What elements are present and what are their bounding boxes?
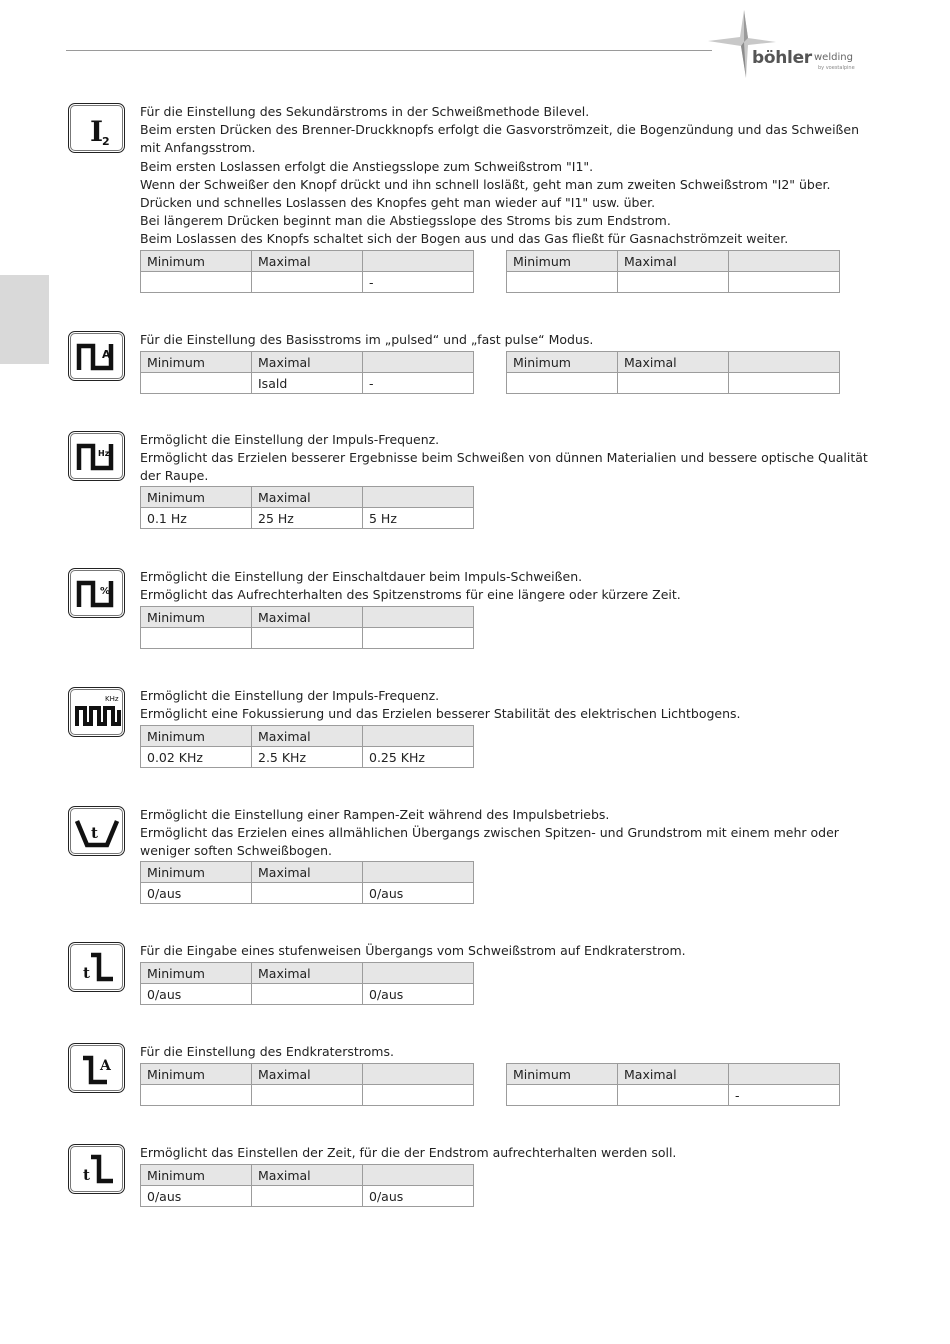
value-minimum: 0/aus [141,984,252,1005]
description-line: Ermöglicht die Einstellung der Impuls-Frequenz. [140,432,440,447]
value-maximal [618,272,729,293]
value-maximal: Isald [252,373,363,394]
side-tab-marker [0,275,49,364]
section-description [140,806,870,861]
header-maximal: Maximal [618,352,729,373]
description-line: Bei längerem Drücken beginnt man die Abstiegsslope des Stroms bis zum Endstrom. [140,213,671,229]
header-default [729,352,840,373]
parameter-table [140,606,474,649]
base-current-icon [68,331,125,381]
parameter-table [140,962,474,1005]
description-line: Ermöglicht die Einstellung der Einschaltdauer beim Impuls-Schweißen. [140,569,583,584]
description-line: Ermöglicht das Erzielen eines allmählichen Übergangs zwischen Spitzen- und Grundstrom mit einem mehr oder weniger soften Schweißbogen. [140,825,839,859]
parameter-table [140,250,474,293]
logo-tagline: by voestalpine [818,65,855,71]
pulse-duty-cycle-icon [68,568,125,618]
svg-text:2: 2 [102,135,110,148]
value-minimum [141,272,252,293]
pulse-ramp-time-icon [68,806,125,856]
value-minimum: 0/aus [141,1186,252,1207]
logo-star-icon [708,8,778,80]
header-maximal: Maximal [252,352,363,373]
svg-text:%: % [100,586,111,597]
section-description [140,1144,870,1162]
header-minimum: Minimum [141,607,252,628]
section-description [140,687,870,723]
parameter-table [140,725,474,768]
value-maximal [252,1186,363,1207]
header-default [363,862,474,883]
header-maximal: Maximal [252,251,363,272]
logo-brand-suffix: welding [814,52,853,63]
description-line: Ermöglicht das Aufrechterhalten des Spitzenstroms für eine längere oder kürzere Zeit. [140,587,681,603]
header-minimum: Minimum [141,1064,252,1085]
value-default: - [363,272,474,293]
parameter-table [140,861,474,904]
value-default: 0/aus [363,1186,474,1207]
value-default: - [363,373,474,394]
header-minimum: Minimum [141,726,252,747]
header-maximal: Maximal [252,963,363,984]
value-default [363,1085,474,1106]
description-line: Für die Eingabe eines stufenweisen Übergangs vom Schweißstrom auf Endkraterstrom. [140,943,686,958]
header-maximal: Maximal [252,1064,363,1085]
header-maximal: Maximal [252,487,363,508]
description-line: Wenn der Schweißer den Knopf drückt und ihn schnell losläßt, geht man zum zweiten Schweißstrom "I2" über. [140,176,831,192]
header-minimum: Minimum [507,352,618,373]
value-default [729,373,840,394]
value-maximal [618,1085,729,1106]
section-description [140,431,870,486]
header-maximal: Maximal [252,607,363,628]
parameter-table [506,250,840,293]
description-line: Für die Einstellung des Endkraterstroms. [140,1044,394,1059]
header-default [729,1064,840,1085]
value-minimum: 0.1 Hz [141,508,252,529]
value-maximal [252,984,363,1005]
header-default [363,726,474,747]
value-minimum: 0/aus [141,883,252,904]
header-default [363,1064,474,1085]
header-maximal: Maximal [252,726,363,747]
header-default [363,487,474,508]
value-minimum [507,373,618,394]
header-minimum: Minimum [141,352,252,373]
value-maximal [618,373,729,394]
value-default: 0/aus [363,883,474,904]
header-minimum: Minimum [141,963,252,984]
value-default: 0.25 KHz [363,747,474,768]
description-line: Beim ersten Loslassen erfolgt die Anstiegsslope zum Schweißstrom "I1". [140,158,594,174]
svg-text:A: A [100,1058,111,1074]
header-maximal: Maximal [618,251,729,272]
section-description [140,568,870,604]
header-minimum: Minimum [507,1064,618,1085]
description-line: Für die Einstellung des Basisstroms im „pulsed“ und „fast pulse“ Modus. [140,332,594,347]
header-minimum: Minimum [141,862,252,883]
description-line: Ermöglicht das Erzielen besserer Ergebnisse beim Schweißen von dünnen Materialien und bessere optische Qualität der Raupe. [140,450,868,484]
header-default [363,607,474,628]
header-maximal: Maximal [618,1064,729,1085]
value-minimum: 0.02 KHz [141,747,252,768]
pulse-frequency-hz-icon [68,431,125,481]
value-maximal [252,628,363,649]
value-maximal [252,272,363,293]
description-line: Beim ersten Drücken des Brenner-Druckknopfs erfolgt die Gasvorströmzeit, die Bogenzündung und das Schweißen mit Anfangsstrom. [140,122,860,156]
section-description [140,331,870,349]
logo-brand-name: böhler [752,48,812,68]
header-rule [66,50,712,51]
value-minimum [507,1085,618,1106]
description-line: Beim Loslassen des Knopfs schaltet sich der Bogen aus und das Gas fließt für Gasnachströmzeit weiter. [140,231,789,247]
value-maximal: 25 Hz [252,508,363,529]
svg-text:A: A [102,348,111,361]
header-minimum: Minimum [141,1165,252,1186]
crater-current-icon [68,1043,125,1093]
header-default [363,251,474,272]
description-line: Ermöglicht das Einstellen der Zeit, für die der Endstrom aufrechterhalten werden soll. [140,1145,677,1160]
header-maximal: Maximal [252,862,363,883]
description-line: Ermöglicht die Einstellung der Impuls-Frequenz. [140,688,440,703]
description-line: Drücken und schnelles Loslassen des Knopfes geht man wieder auf "I1" usw. über. [140,195,656,211]
value-default: - [729,1085,840,1106]
parameter-table [506,351,840,394]
header-default [363,963,474,984]
svg-text:Hz: Hz [98,449,110,458]
parameter-table [140,486,474,529]
value-minimum [507,272,618,293]
value-maximal [252,1085,363,1106]
pulse-frequency-khz-icon [68,687,125,737]
parameter-table [506,1063,840,1106]
step-transition-icon [68,942,125,992]
header-minimum: Minimum [141,251,252,272]
header-default [363,1165,474,1186]
section-description [140,942,870,960]
value-maximal: 2.5 KHz [252,747,363,768]
parameter-table [140,351,474,394]
svg-text:t: t [83,1166,90,1184]
section-description [140,1043,870,1061]
svg-text:t: t [83,964,90,982]
svg-text:t: t [91,824,98,842]
crater-time-icon [68,1144,125,1194]
section-description [140,103,870,249]
value-default [363,628,474,649]
description-line: Für die Einstellung des Sekundärstroms in der Schweißmethode Bilevel. [140,104,590,119]
value-minimum [141,1085,252,1106]
parameter-table [140,1063,474,1106]
value-default: 0/aus [363,984,474,1005]
parameter-table [140,1164,474,1207]
header-minimum: Minimum [507,251,618,272]
header-minimum: Minimum [141,487,252,508]
description-line: Ermöglicht eine Fokussierung und das Erzielen besserer Stabilität des elektrischen Lichtbogens. [140,706,741,722]
boehler-welding-logo [708,8,868,80]
header-default [729,251,840,272]
header-default [363,352,474,373]
value-minimum [141,628,252,649]
description-line: Ermöglicht die Einstellung einer Rampen-Zeit während des Impulsbetriebs. [140,807,610,822]
value-maximal [252,883,363,904]
value-minimum [141,373,252,394]
svg-text:I: I [90,115,104,148]
header-maximal: Maximal [252,1165,363,1186]
value-default [729,272,840,293]
secondary-current-i2-icon [68,103,125,153]
svg-text:KHz: KHz [105,695,119,703]
value-default: 5 Hz [363,508,474,529]
